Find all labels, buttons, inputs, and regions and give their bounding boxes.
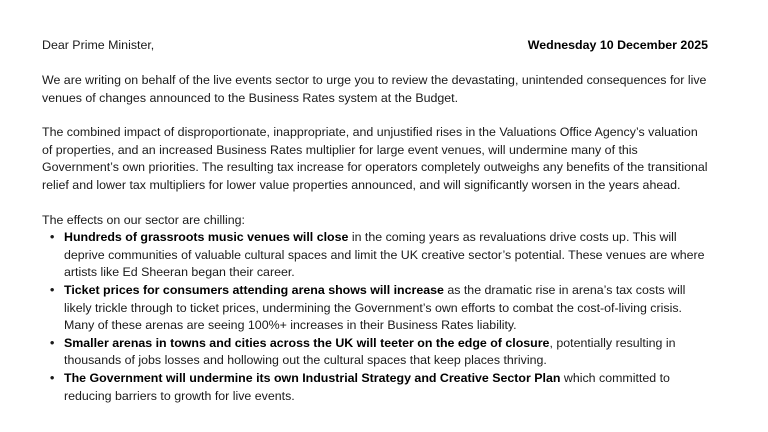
intro-paragraph: We are writing on behalf of the live events sector to urge you to review the devastating, unintended consequences for live venues of changes announced to the Business Rates system at the Budget.: [42, 73, 707, 105]
impact-paragraph: The combined impact of disproportionate, inappropriate, and unjustified rises in the Valuations Office Agency’s valuation of properties, and an increased Business Rates multiplier for large event venues, will undermine many of this Government’s own priorities. The resulting tax increase for operators completely outweighs any benefits of the transitional relief and lower tax multipliers for lower value properties announced, and will significantly worsen in the years ahead.: [42, 125, 708, 192]
letter-page: [42, 37, 708, 405]
bullet-icon: •: [50, 335, 55, 350]
letter-date: Wednesday 10 December 2025: [527, 38, 708, 52]
letter-header: [42, 37, 708, 55]
list-item: [50, 229, 708, 282]
effect-detail: , potentially resulting in thousands of jobs losses and hollowing out the cultural spaces that keep places thriving.: [64, 335, 676, 368]
salutation: Dear Prime Minister,: [42, 38, 155, 52]
effect-detail: which committed to reducing barriers to growth for live events.: [64, 370, 670, 403]
bullet-icon: •: [50, 370, 55, 385]
effects-list: [42, 229, 708, 405]
list-item: [50, 282, 708, 335]
effects-intro: The effects on our sector are chilling:: [42, 212, 245, 227]
effect-headline: Hundreds of grassroots music venues will close: [64, 230, 349, 245]
bullet-icon: •: [50, 282, 55, 297]
effect-detail: in the coming years as revaluations drive costs up. This will deprive communities of valuable cultural spaces and limit the UK creative sector’s potential. These venues are where artists like Ed Sheeran began their career.: [64, 230, 705, 280]
effect-detail: as the dramatic rise in arena’s tax costs will likely trickle through to ticket prices, undermining the Government’s own efforts to combat the cost-of-living crisis. Many of these arenas are seeing 100%+ increases in their Business Rates liability.: [64, 282, 686, 333]
list-item: [50, 335, 708, 370]
bullet-icon: •: [50, 230, 55, 245]
effect-headline: The Government will undermine its own Industrial Strategy and Creative Sector Plan: [64, 370, 561, 385]
effect-headline: Smaller arenas in towns and cities across the UK will teeter on the edge of closure: [64, 335, 550, 350]
list-item: [50, 370, 708, 405]
effect-headline: Ticket prices for consumers attending arena shows will increase: [64, 282, 444, 297]
